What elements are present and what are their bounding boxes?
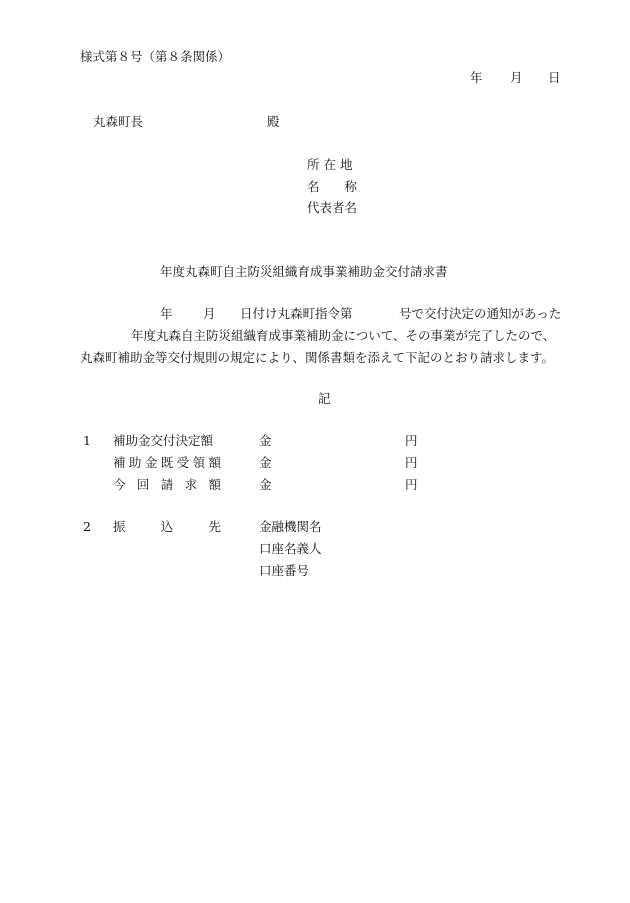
transfer-char: 振 xyxy=(113,519,126,534)
applicant-representative-label: 代表者名 xyxy=(307,200,358,215)
body-day-prefix: 日付け丸森町指令第 xyxy=(240,306,353,321)
row-decided-amount-label: 補助金交付決定額 xyxy=(113,433,214,448)
row-received-amount-unit: 円 xyxy=(405,455,418,470)
row-received-char: 受 xyxy=(176,455,190,470)
transfer-char: 先 xyxy=(208,519,221,534)
row-requested-amount-label xyxy=(113,477,221,493)
row-received-char: 既 xyxy=(160,455,174,470)
applicant-address-label: 所 在 地 xyxy=(307,157,353,172)
date-day-label: 日 xyxy=(548,70,561,85)
account-holder-label: 口座名義人 xyxy=(259,541,322,556)
date-year-label: 年 xyxy=(470,70,483,85)
applicant-name-label: 名 称 xyxy=(307,179,358,194)
form-number: 様式第８号（第８条関係） xyxy=(80,49,231,64)
account-number-label: 口座番号 xyxy=(259,563,310,578)
row-received-amount-currency: 金 xyxy=(259,455,272,470)
document-title: 年度丸森町自主防災組織育成事業補助金交付請求書 xyxy=(160,264,448,279)
bank-name-label: 金融機関名 xyxy=(259,519,322,534)
row-decided-amount-unit: 円 xyxy=(405,433,418,448)
section-2-number: 2 xyxy=(83,519,91,534)
transfer-destination-label xyxy=(113,519,221,535)
body-number-suffix: 号で交付決定の通知があった xyxy=(399,306,562,321)
date-month-label: 月 xyxy=(510,70,523,85)
row-decided-amount-currency: 金 xyxy=(259,433,272,448)
row-received-char: 領 xyxy=(192,455,206,470)
row-received-amount-label xyxy=(113,455,221,471)
addressee-name: 丸森町長 xyxy=(93,114,144,129)
transfer-char: 込 xyxy=(160,519,174,534)
row-received-char: 金 xyxy=(144,455,158,470)
ki-marker: 記 xyxy=(318,391,331,406)
body-month-label: 月 xyxy=(203,306,216,321)
row-requested-char: 額 xyxy=(208,477,221,492)
body-line-3: 丸森町補助金等交付規則の規定により、関係書類を添えて下記のとおり請求します。 xyxy=(80,350,555,365)
body-year-label: 年 xyxy=(160,306,173,321)
row-requested-char: 今 xyxy=(113,477,126,492)
row-received-char: 額 xyxy=(208,455,221,470)
row-requested-char: 請 xyxy=(160,477,174,492)
row-requested-char: 回 xyxy=(136,477,150,492)
row-requested-char: 求 xyxy=(184,477,198,492)
addressee-honorific: 殿 xyxy=(267,114,280,129)
section-1-number: 1 xyxy=(83,433,91,448)
row-requested-amount-currency: 金 xyxy=(259,477,272,492)
row-requested-amount-unit: 円 xyxy=(405,477,418,492)
row-received-char: 補 xyxy=(113,455,126,470)
body-line-2: 年度丸森自主防災組織育成事業補助金について、その事業が完了したので、 xyxy=(131,328,556,343)
row-received-char: 助 xyxy=(128,455,142,470)
